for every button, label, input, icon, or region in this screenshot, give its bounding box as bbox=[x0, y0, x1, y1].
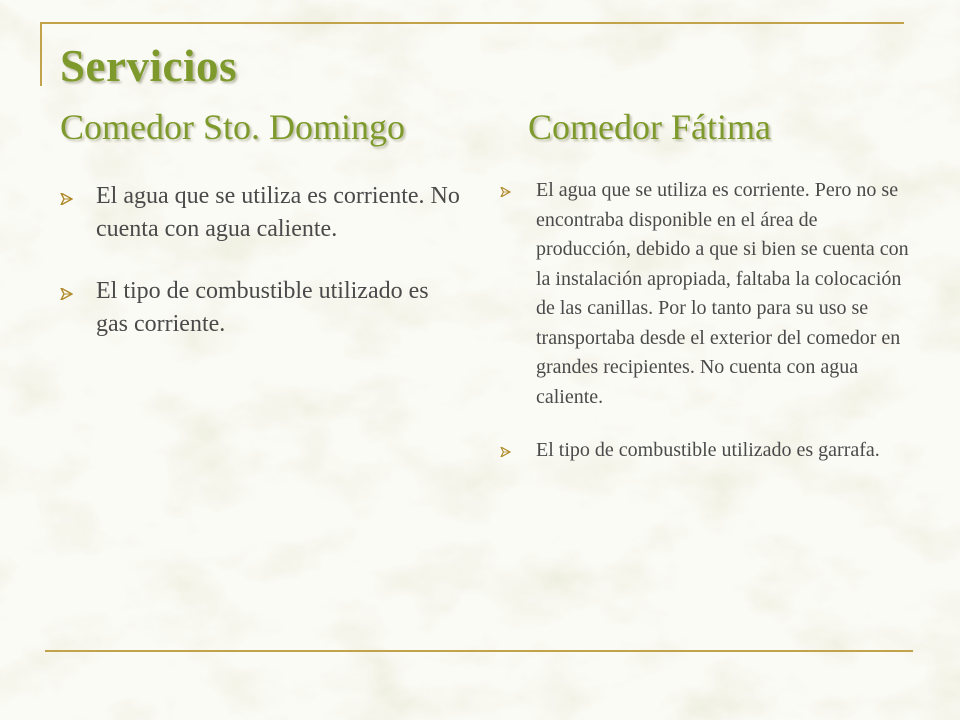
bottom-rule bbox=[45, 650, 913, 652]
column-heading-sto-domingo: Comedor Sto. Domingo bbox=[60, 107, 406, 147]
slide-title: Servicios bbox=[60, 41, 237, 91]
bullet-list-fatima bbox=[500, 176, 910, 490]
bullet-list-sto-domingo bbox=[60, 180, 460, 370]
left-rule bbox=[40, 22, 42, 86]
list-item bbox=[60, 275, 460, 341]
arrowhead-bullet-icon bbox=[60, 193, 73, 205]
bullet-text: El tipo de combustible utilizado es garrafa. bbox=[536, 439, 880, 461]
bullet-text: El agua que se utiliza es corriente. No cuenta con agua caliente. bbox=[96, 183, 460, 242]
arrowhead-bullet-icon bbox=[500, 447, 511, 457]
column-heading-fatima: Comedor Fátima bbox=[528, 107, 771, 147]
list-item bbox=[500, 436, 910, 466]
list-item bbox=[500, 176, 910, 412]
arrowhead-bullet-icon bbox=[500, 187, 511, 197]
bullet-text: El agua que se utiliza es corriente. Pero no se encontraba disponible en el área de producción, debido a que si bien se cuenta con la instalación apropiada, faltaba la colocación de las canillas. Por lo tanto para su uso se transportaba desde el exterior del comedor en grandes recipientes. No cuenta con agua caliente. bbox=[536, 179, 909, 408]
arrowhead-bullet-icon bbox=[60, 288, 73, 300]
bullet-text: El tipo de combustible utilizado es gas corriente. bbox=[96, 278, 429, 337]
list-item bbox=[60, 180, 460, 246]
top-rule bbox=[40, 22, 904, 24]
